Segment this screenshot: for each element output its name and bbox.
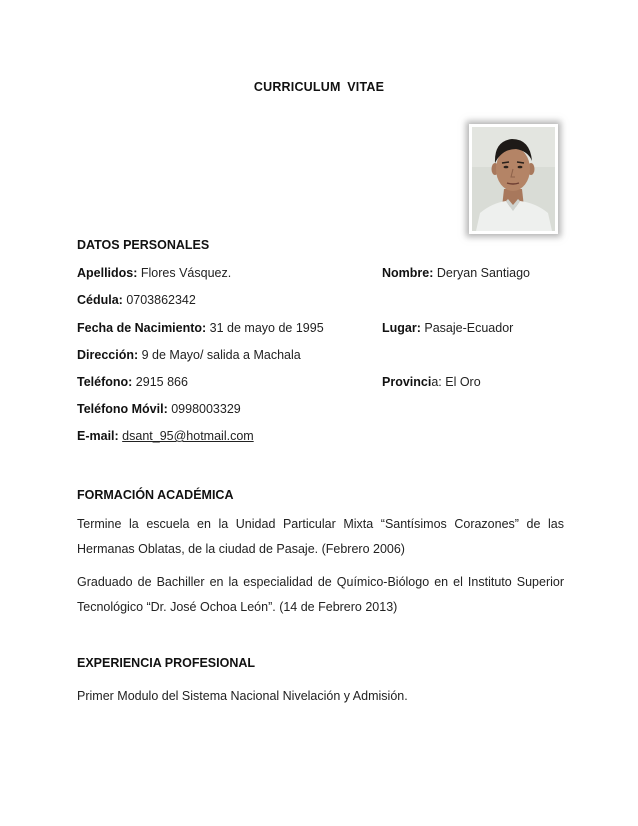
email-label: E-mail: xyxy=(77,429,119,443)
province-label: Provinci xyxy=(382,375,432,389)
cedula-label: Cédula: xyxy=(77,293,123,307)
apellidos-label: Apellidos: xyxy=(77,266,138,280)
phone-value: 2915 866 xyxy=(132,375,188,389)
document-title: CURRICULUM VITAE xyxy=(253,80,385,94)
province-field xyxy=(382,375,481,389)
address-field xyxy=(77,348,301,362)
nombre-field xyxy=(382,266,530,280)
mobile-value: 0998003329 xyxy=(167,402,241,416)
lugar-field xyxy=(382,321,513,335)
address-label: Dirección: xyxy=(77,348,139,362)
phone-field xyxy=(77,375,188,389)
cedula-field xyxy=(77,293,196,307)
address-value: 9 de Mayo/ salida a Machala xyxy=(138,348,301,362)
education-paragraph-1: Termine la escuela en la Unidad Particular Mixta “Santísimos Corazones” de las Hermanas Oblatas, de la ciudad de Pasaje. (Febrero 2006) xyxy=(77,517,564,556)
email-link[interactable]: dsant_95@hotmail.com xyxy=(122,429,254,443)
education-paragraph-2: Graduado de Bachiller en la especialidad de Químico-Biólogo en el Instituto Superior Tecnológico “Dr. José Ochoa León”. (14 de Febrero 2013) xyxy=(77,575,564,614)
birthdate-field xyxy=(77,321,324,335)
province-value: a: El Oro xyxy=(431,375,481,389)
birthdate-label: Fecha de Nacimiento: xyxy=(77,321,207,335)
apellidos-field xyxy=(77,266,231,280)
email-field xyxy=(77,429,254,443)
experience-text: Primer Modulo del Sistema Nacional Nivelación y Admisión. xyxy=(77,689,408,703)
lugar-label: Lugar: xyxy=(382,321,421,335)
nombre-value: Deryan Santiago xyxy=(433,266,530,280)
profile-photo xyxy=(469,124,558,234)
apellidos-value: Flores Vásquez. xyxy=(137,266,232,280)
lugar-value: Pasaje-Ecuador xyxy=(420,321,514,335)
portrait-photo-icon xyxy=(472,127,555,231)
cedula-value: 0703862342 xyxy=(122,293,196,307)
personal-data-heading: DATOS PERSONALES xyxy=(77,238,210,252)
nombre-label: Nombre: xyxy=(382,266,434,280)
birthdate-value: 31 de mayo de 1995 xyxy=(206,321,324,335)
mobile-label: Teléfono Móvil: xyxy=(77,402,168,416)
education-heading: FORMACIÓN ACADÉMICA xyxy=(77,488,234,502)
mobile-field xyxy=(77,402,241,416)
experience-heading: EXPERIENCIA PROFESIONAL xyxy=(77,656,256,670)
phone-label: Teléfono: xyxy=(77,375,133,389)
